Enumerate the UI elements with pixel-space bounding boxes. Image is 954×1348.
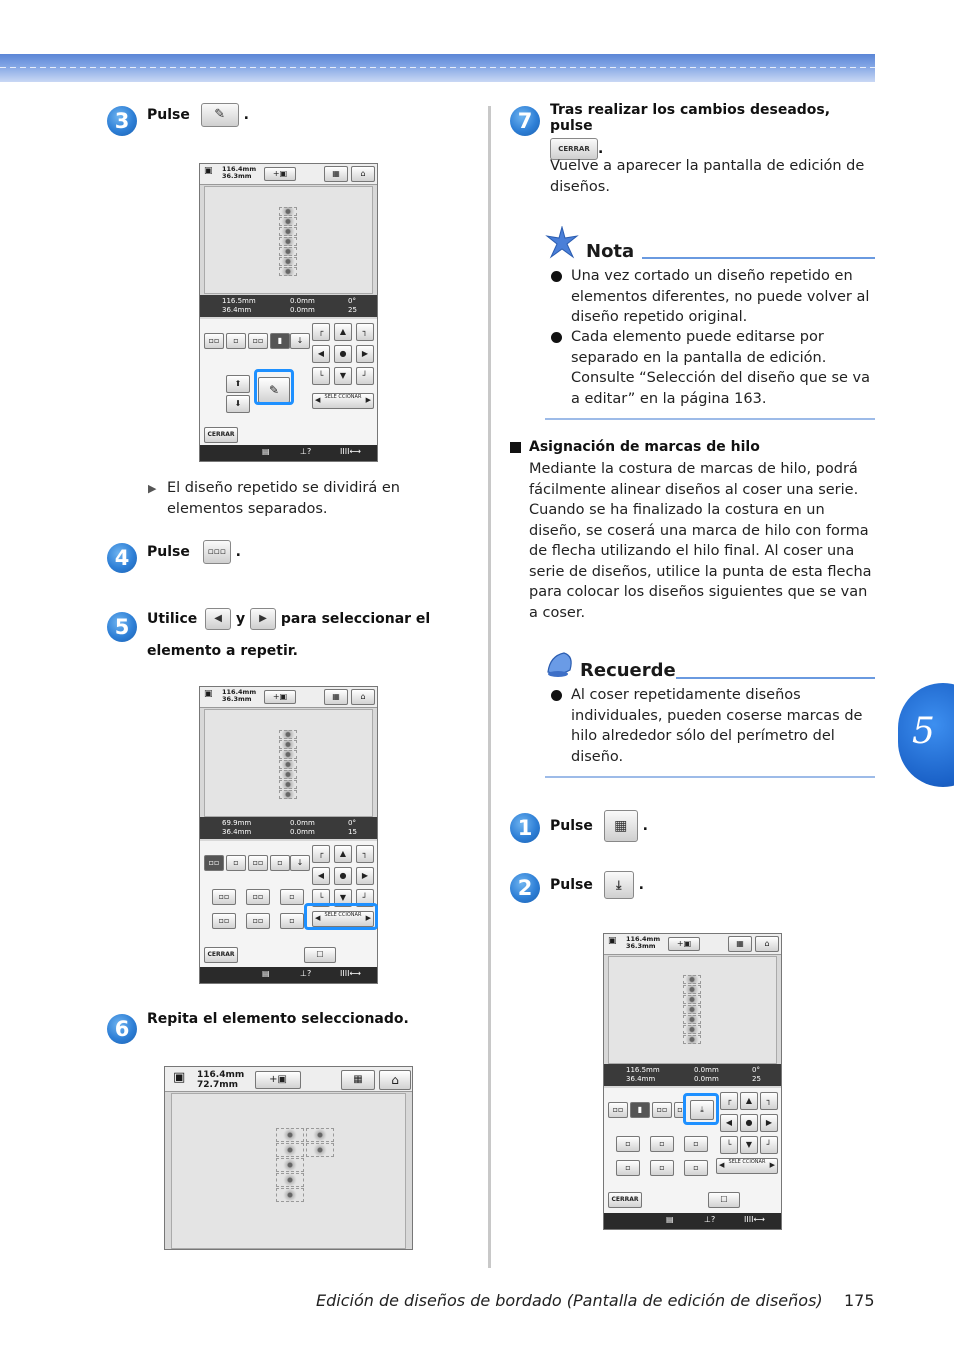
repeat-v-button[interactable]: ▫	[226, 855, 246, 871]
move-upright-icon[interactable]: ┐	[760, 1092, 778, 1110]
spacing-1-button[interactable]: ▫▫	[212, 889, 236, 905]
screen-1-dims: 116.4mm 36.3mm	[222, 165, 257, 180]
section-title: Asignación de marcas de hilo	[529, 439, 760, 455]
recuerde-title: Recuerde	[580, 660, 676, 681]
center-icon[interactable]: ●	[334, 345, 352, 363]
screen-3-topbar	[165, 1067, 412, 1092]
step-4-pulse: Pulse	[147, 544, 190, 560]
screen-3	[164, 1066, 413, 1250]
step-5-post: para seleccionar el	[280, 611, 431, 627]
move-downleft-icon[interactable]: └	[720, 1136, 738, 1154]
move-upright-icon[interactable]: ┐	[356, 845, 374, 863]
mark-6-button[interactable]: ▫	[684, 1160, 708, 1176]
thread-icon: IIII⟷	[340, 447, 361, 456]
screen-2-dims: 116.4mm 36.3mm	[222, 688, 257, 703]
move-up-icon[interactable]: ▲	[740, 1092, 758, 1110]
nota-title: Nota	[586, 241, 635, 262]
move-right-icon[interactable]: ▶	[356, 867, 374, 885]
repeat-h2-button[interactable]: ▫▫	[652, 1102, 672, 1118]
repeat-h-button[interactable]: ▫▫	[204, 333, 224, 349]
step-7-note: Vuelve a aparecer la pantalla de edición de diseños.	[550, 158, 865, 195]
move-downright-icon[interactable]: ┘	[356, 889, 374, 907]
step-7-instruction: Tras realizar los cambios deseados, pulse	[550, 102, 831, 134]
star-icon	[545, 226, 579, 260]
repeat-h-button[interactable]: ▫▫	[204, 855, 224, 871]
step-3-pulse: Pulse	[147, 107, 190, 123]
cerrar-button[interactable]: CERRAR	[204, 947, 238, 963]
step-1-period: .	[642, 818, 648, 834]
embroidery-button[interactable]: ▦	[324, 166, 348, 182]
repeated-design	[683, 975, 701, 1045]
embroidery-button[interactable]: ▦	[324, 689, 348, 705]
repeat-h2-button[interactable]: ▫▫	[248, 333, 268, 349]
nota-bottom-line	[545, 418, 875, 420]
move-left-icon[interactable]: ◀	[312, 345, 330, 363]
zoom-button[interactable]: +▣	[255, 1071, 301, 1089]
section-square-bullet	[510, 442, 521, 453]
screen-4-topbar	[604, 934, 781, 955]
repeat-horizontal-icon[interactable]: ▫▫▫	[203, 540, 231, 564]
chapter-number: 5	[912, 711, 935, 752]
repeat-v-button[interactable]: ▫	[226, 333, 246, 349]
mark-3-button[interactable]: ▫	[684, 1136, 708, 1152]
move-upright-icon[interactable]: ┐	[356, 323, 374, 341]
checkbox-button[interactable]: ☐	[708, 1192, 740, 1208]
embroidery-button[interactable]: ▦	[728, 936, 752, 952]
screen-3-dims: 116.4mm 72.7mm	[197, 1070, 245, 1090]
screen-1-info: 116.5mm 36.4mm 0.0mm 0.0mm 0° 25	[200, 295, 377, 317]
nota-top-line	[642, 257, 875, 259]
step-5-pre: Utilice	[147, 611, 198, 627]
cerrar-button-icon[interactable]: CERRAR	[550, 138, 598, 160]
spacing-5-button[interactable]: ▫▫	[246, 913, 270, 929]
step-5-line2: elemento a repetir.	[147, 643, 298, 659]
list-icon: ▤	[666, 1215, 674, 1224]
step-4-number: 4	[107, 543, 137, 573]
select-element-control[interactable]: ◀ SELE CCIONAR ▶	[716, 1158, 778, 1174]
move-left-icon[interactable]: ◀	[720, 1114, 738, 1132]
step-7-number: 7	[510, 106, 540, 136]
step-5-y: y	[236, 611, 246, 627]
home-icon[interactable]: ⌂	[379, 1070, 411, 1090]
nota-bullet-2	[551, 332, 562, 343]
nota-item-2: Cada elemento puede editarse por separado en la pantalla de edición. Consulte “Selección del diseño que se va a editar” en la página 163.	[571, 329, 871, 407]
right-arrow-icon[interactable]: ▶	[250, 608, 276, 630]
mark-1-button[interactable]: ▫	[616, 1136, 640, 1152]
step-2-pulse: Pulse	[550, 877, 593, 893]
screen-2	[199, 686, 378, 984]
section-body: Mediante la costura de marcas de hilo, podrá fácilmente alinear diseños al coser una serie. Cuando se ha finalizado la costura en un diseño, se coserá una marca de hilo con forma de flecha utilizando el hilo final. Al coser una serie de diseños, utilice la punta de esta flecha para colocar los diseños siguientes que se van a coser.	[529, 461, 872, 621]
repeated-design	[279, 730, 297, 800]
cut-pen-icon[interactable]: ✎	[258, 377, 290, 403]
step-5-number: 5	[107, 612, 137, 642]
zoom-button[interactable]: +▣	[668, 937, 700, 951]
arrow-up-icon[interactable]: ⬆	[226, 375, 250, 393]
move-down-icon[interactable]: ▼	[334, 889, 352, 907]
header-band	[0, 54, 875, 82]
screen-2-info: 69.9mm 36.4mm 0.0mm 0.0mm 0° 15	[200, 817, 377, 839]
center-icon[interactable]: ●	[740, 1114, 758, 1132]
screen-2-canvas	[204, 709, 373, 817]
nota-item-1: Una vez cortado un diseño repetido en elementos diferentes, no puede volver al diseño repetido original.	[571, 268, 870, 325]
step-4-text	[147, 540, 241, 564]
left-arrow-icon[interactable]: ◀	[205, 608, 231, 630]
home-icon[interactable]: ⌂	[755, 936, 779, 952]
move-left-icon[interactable]: ◀	[312, 867, 330, 885]
repeated-design-column-1	[276, 1128, 304, 1203]
select-element-control[interactable]: ◀ SELE CCIONAR ▶	[312, 911, 374, 927]
mark-5-button[interactable]: ▫	[650, 1160, 674, 1176]
home-icon[interactable]: ⌂	[351, 689, 375, 705]
recuerde-bottom-line	[545, 776, 875, 778]
recuerde-bullet-1	[551, 690, 562, 701]
move-downright-icon[interactable]: ┘	[760, 1136, 778, 1154]
screen-4-dims: 116.4mm 36.3mm	[626, 935, 661, 950]
center-icon[interactable]: ●	[334, 867, 352, 885]
thread-mark-button[interactable]: ↓	[290, 333, 310, 349]
nota-bullet-1	[551, 271, 562, 282]
step-2-text	[550, 871, 644, 899]
bell-icon	[544, 650, 576, 680]
move-upleft-icon[interactable]: ┌	[312, 323, 330, 341]
screen-1-topbar	[200, 164, 377, 185]
move-upleft-icon[interactable]: ┌	[720, 1092, 738, 1110]
repeat-v2-button[interactable]: ▮	[270, 333, 290, 349]
thread-icon: IIII⟷	[340, 969, 361, 978]
screen-2-topbar	[200, 687, 377, 708]
highlight-thread-mark-button	[683, 1093, 719, 1125]
step-5-text	[147, 608, 477, 662]
move-down-icon[interactable]: ▼	[740, 1136, 758, 1154]
repeat-v2-button[interactable]: ▫	[270, 855, 290, 871]
cerrar-button[interactable]: CERRAR	[608, 1192, 642, 1208]
zoom-button[interactable]: +▣	[264, 690, 296, 704]
size-icon: ▣	[173, 1070, 186, 1085]
recuerde-item-1: Al coser repetidamente diseños individuales, pueden coserse marcas de hilo alrededor sólo del perímetro del diseño.	[571, 687, 863, 765]
help-icon: ⊥?	[300, 969, 312, 978]
size-icon: ▣	[204, 166, 213, 176]
screen-4-info: 116.5mm 36.4mm 0.0mm 0.0mm 0° 25	[604, 1064, 781, 1086]
grid-button-icon[interactable]: ▦	[604, 810, 638, 842]
list-icon: ▤	[262, 969, 270, 978]
result-note: ▶ El diseño repetido se dividirá en elementos separados.	[148, 480, 400, 517]
footer-title: Edición de diseños de bordado (Pantalla de edición de diseños)	[316, 1291, 823, 1310]
step-6-number: 6	[107, 1014, 137, 1044]
checkbox-button[interactable]: ☐	[304, 947, 336, 963]
size-icon: ▣	[204, 689, 213, 699]
move-downleft-icon[interactable]: └	[312, 889, 330, 907]
move-up-icon[interactable]: ▲	[334, 323, 352, 341]
help-icon: ⊥?	[704, 1215, 716, 1224]
thread-mark-button-icon[interactable]: ⤓	[604, 871, 634, 899]
step-7-period: .	[598, 141, 604, 157]
step-1-pulse: Pulse	[550, 818, 593, 834]
thread-mark-button[interactable]: ↓	[290, 855, 310, 871]
step-2-period: .	[638, 877, 644, 893]
step-1-number: 1	[510, 813, 540, 843]
spacing-2-button[interactable]: ▫▫	[246, 889, 270, 905]
screen-3-canvas	[171, 1093, 406, 1249]
spacing-4-button[interactable]: ▫▫	[212, 913, 236, 929]
select-element-control[interactable]: ◀ SELE CCIONAR ▶	[312, 393, 374, 409]
zoom-button[interactable]: +▣	[264, 167, 296, 181]
step-2-number: 2	[510, 873, 540, 903]
triangle-bullet-icon: ▶	[148, 482, 157, 495]
list-icon: ▤	[262, 447, 270, 456]
step-6-text: Repita el elemento seleccionado.	[147, 1011, 409, 1027]
column-divider	[488, 106, 491, 1268]
recuerde-top-line	[676, 677, 875, 679]
screen-4-canvas	[608, 956, 777, 1064]
repeat-h-button[interactable]: ▫▫	[608, 1102, 628, 1118]
size-icon: ▣	[608, 936, 617, 946]
screen-2-footer	[200, 967, 377, 983]
move-up-icon[interactable]: ▲	[334, 845, 352, 863]
screen-4-footer	[604, 1213, 781, 1229]
move-downright-icon[interactable]: ┘	[356, 367, 374, 385]
highlight-pen-button	[254, 369, 294, 405]
thread-mark-button[interactable]: ⤓	[690, 1100, 714, 1120]
help-icon: ⊥?	[300, 447, 312, 456]
repeat-h2-button[interactable]: ▫▫	[248, 855, 268, 871]
screen-1-canvas	[204, 186, 373, 294]
spacing-6-button[interactable]: ▫	[280, 913, 304, 929]
repeat-v2-button[interactable]: ▫	[674, 1102, 686, 1118]
mark-2-button[interactable]: ▫	[650, 1136, 674, 1152]
move-upleft-icon[interactable]: ┌	[312, 845, 330, 863]
thread-icon: IIII⟷	[744, 1215, 765, 1224]
screen-4	[603, 933, 782, 1230]
move-down-icon[interactable]: ▼	[334, 367, 352, 385]
spacing-3-button[interactable]: ▫	[280, 889, 304, 905]
move-right-icon[interactable]: ▶	[356, 345, 374, 363]
highlight-select-control	[304, 903, 378, 930]
repeat-v-button[interactable]: ▮	[630, 1102, 650, 1118]
mark-4-button[interactable]: ▫	[616, 1160, 640, 1176]
page-number: 175	[844, 1291, 875, 1310]
screen-1	[199, 163, 378, 462]
home-icon[interactable]: ⌂	[351, 166, 375, 182]
step-3-period: .	[243, 107, 249, 123]
repeated-design	[279, 207, 297, 277]
arrow-down-icon[interactable]: ⬇	[226, 395, 250, 413]
cerrar-button[interactable]: CERRAR	[204, 427, 238, 443]
step-3-text	[147, 103, 249, 127]
step-4-period: .	[235, 544, 241, 560]
move-downleft-icon[interactable]: └	[312, 367, 330, 385]
embroidery-button[interactable]: ▦	[341, 1070, 375, 1090]
repeated-design-column-2	[306, 1128, 334, 1158]
screen-1-footer	[200, 445, 377, 461]
pen-button-icon[interactable]: ✎	[201, 103, 239, 127]
step-7-text	[550, 102, 870, 160]
step-3-number: 3	[107, 106, 137, 136]
move-right-icon[interactable]: ▶	[760, 1114, 778, 1132]
step-1-text	[550, 810, 648, 842]
